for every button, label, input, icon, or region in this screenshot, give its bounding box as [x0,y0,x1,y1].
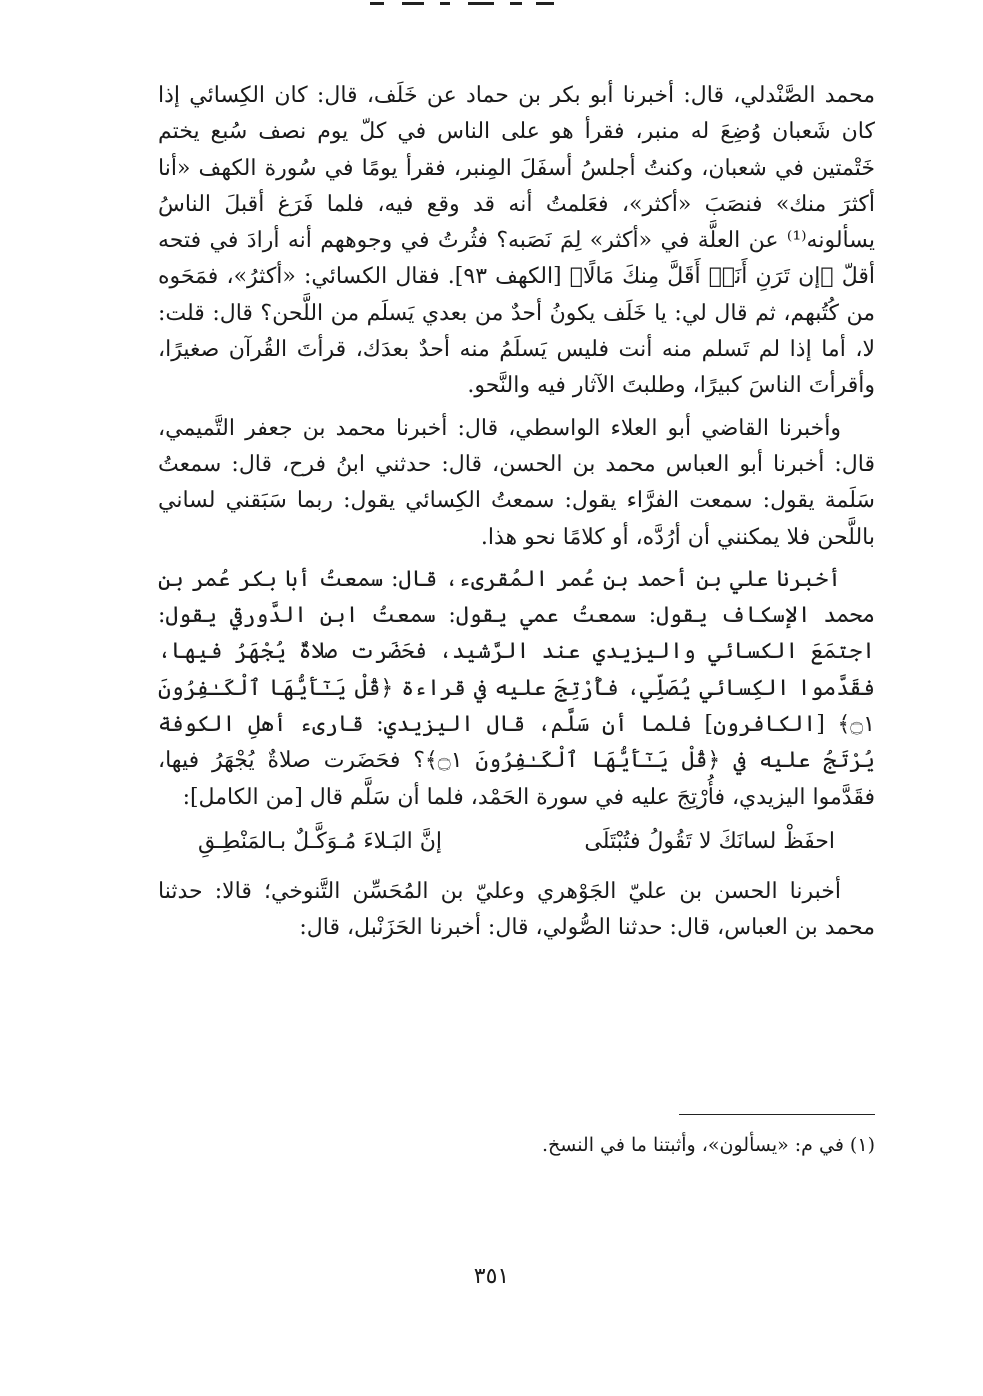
paragraph-2 [158,411,875,556]
paragraph-3-text: أخبرنا علي بن أحمد بن عُمر المُقرىء، قال: سمعتُ أبا بكر عُمر بن محمد الإسكاف يقول: سمعتُ عمي يقول: سمعتُ ابن الدَّورقي يقول: اجتمَعَ الكسائي واليزيدي عند الرَّشيد، فحَضَرت صلاةٌ يُجْهَرُ فيها، فقَدَّموا الكِسائي يُصَلِّي، فأُرْتِجَ عليه في قراءة ﴿قُلْ يَـٰٓأَيُّهَا ٱلْكَـٰفِرُونَ ۝١﴾ [الكافرون] فلما أن سَلَّم، قال اليزيدي: قارىء أهلِ الكوفة يُرْتَجُ عليه في ﴿قُلْ يَـٰٓأَيُّهَا ٱلْكَـٰفِرُونَ ۝١﴾؟ فحَضَرت صلاةٌ يُجْهَرُ فيها، فقَدَّموا اليزيدي، فأُرْتِجَ عليه في سورة الحَمْد، فلما أن سَلَّم قال [من الكامل]: [158,566,875,810]
paragraph-3 [158,562,875,816]
paragraph-1-text: محمد الصَّنْدلي، قال: أخبرنا أبو بكر بن حماد عن خَلَف، قال: كان الكِسائي إذا كان شَعبان وُضِعَ له منبر، فقرأ هو على الناس في كلّ يوم نصف سُبع يختم خَتْمتين في شعبان، وكنتُ أجلسُ أسفَلَ المِنبر، فقرأ يومًا في سُورة الكهف «أنا أكثرَ منك» فنصَبَ «أكثر»، فعَلمتُ أنه قد وقع فيه، فلما فَرَغ أقبلَ الناسُ يسألونه⁽¹⁾ عن العلَّة في «أكثر» لِمَ نَصَبه؟ فثُرتُ في وجوههم أنه أرادَ في فتحه أقلّ ﴿إن تَرَنِ أَنَا۠ أَقَلَّ مِنكَ مَالًا﴾ [الكهف ٩٣]. فقال الكسائي: «أكثرُ»، فمَحَوه من كُتُبهم، ثم قال لي: يا خَلَف يكونُ أحدٌ من بعدي يَسلَم من اللَّحن؟ قال: قلت: لا، أما إذا لم تَسلم منه أنت فليس يَسلَمُ منه أحدٌ بعدَك، قرأتَ القُرآن صغيرًا، وأقرأتَ الناسَ كبيرًا، وطلبتَ الآثار فيه والنَّحو. [158,83,875,399]
verse-first-hemistich: احفَظْ لسانَكَ لا تَقُولُ فتُبْتَلَى [584,828,835,854]
page-body [158,78,875,953]
paragraph-2-text: وأخبرنا القاضي أبو العلاء الواسطي، قال: أخبرنا محمد بن جعفر التَّميمي، قال: أخبرنا أبو العباس محمد بن الحسن، قال: حدثني ابنُ فرح، قال: سمعتُ سَلَمة يقول: سمعت الفرَّاء يقول: سمعتُ الكِسائي يقول: ربما سَبَقني لساني باللَّحن فلا يمكنني أن أرُدَّه، أو كلامًا نحو هذا. [158,415,875,550]
paragraph-4 [158,874,875,947]
verse-second-hemistich: إنَّ البَـلاءَ مُـوَكَّـلٌ بـالمَنْطِـقِ [198,828,442,854]
footnote-divider [679,1114,875,1115]
paragraph-4-text: أخبرنا الحسن بن عليّ الجَوْهري وعليّ بن المُحَسِّن التَّنوخي؛ قالا: حدثنا محمد بن العباس، قال: حدثنا الصُّولي، قال: أخبرنا الحَزَنْبل، قال: [158,878,875,941]
footnote: (١) في م: «يسألون»، وأثبتنا ما في النسخ. [541,1134,875,1156]
poetry-verse [198,824,835,860]
paragraph-1 [158,78,875,405]
page-number: ٣٥١ [473,1264,510,1289]
top-edge-marks [360,0,560,8]
